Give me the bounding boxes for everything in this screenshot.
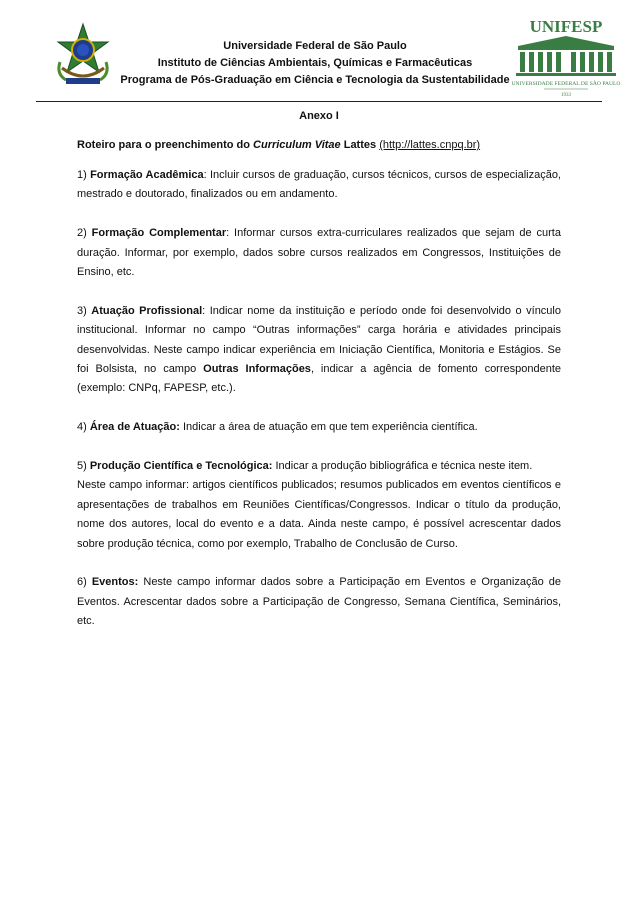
section-4 <box>77 418 561 437</box>
roteiro-prefix: Roteiro para o preenchimento do <box>77 139 250 151</box>
logo-name: UNIFESP <box>529 17 603 36</box>
section-3 <box>77 302 561 399</box>
roteiro-heading <box>77 139 480 151</box>
section-bold-term: Outras Informações <box>203 363 311 376</box>
document-body <box>77 166 561 651</box>
section-title: Eventos: <box>91 576 139 589</box>
section-title: Atuação Profissional <box>91 304 203 317</box>
section-number: 2) <box>77 227 87 240</box>
section-text: : Incluir cursos de graduação, cursos técnicos, cursos de especialização, mestrado e doutorado, finalizados ou em andamento. <box>77 169 561 201</box>
logo-year: 1933 <box>561 93 571 98</box>
logo-subtitle: UNIVERSIDADE FEDERAL DE SÃO PAULO <box>511 81 621 87</box>
section-title: Produção Científica e Tecnológica: <box>89 460 273 473</box>
roteiro-italic: Curriculum Vitae <box>253 139 341 151</box>
annex-title: Anexo I <box>299 110 339 122</box>
section-5 <box>77 457 561 476</box>
document-header <box>100 38 530 89</box>
section-6 <box>77 573 561 631</box>
section-number: 6) <box>77 576 87 589</box>
section-text: Neste campo informar dados sobre a Participação em Eventos e Organização de Eventos. Acrescentar dados sobre a Participação de Congresso, Semana Científica, Seminários, etc. <box>77 576 561 628</box>
program-name: Programa de Pós-Graduação em Ciência e Tecnologia da Sustentabilidade <box>120 74 510 86</box>
section-text: Indicar a área de atuação em que tem experiência científica. <box>179 421 478 434</box>
section-text: , indicar a agência de fomento correspondente (exemplo: CNPq, FAPESP, etc.). <box>77 363 562 395</box>
section-5-details: Neste campo informar: artigos científicos publicados; resumos publicados em eventos científicos e apresentações de trabalhos em Reuniões Científicas/Congressos. Indicar o título da produção, nome dos autores, local do evento e a data. Ainda neste campo, é possível acrescentar dados sobre produção técnica, como por exemplo, Trabalho de Conclusão de Curso. <box>77 479 561 550</box>
section-number: 1) <box>77 169 87 181</box>
section-2 <box>77 224 561 282</box>
section-1 <box>77 166 561 205</box>
lattes-link[interactable]: (http://lattes.cnpq.br) <box>379 139 481 151</box>
section-number: 5) <box>77 460 87 473</box>
section-title: Formação Acadêmica <box>90 169 204 181</box>
university-name: Universidade Federal de São Paulo <box>223 40 407 52</box>
section-title: Área de Atuação: <box>89 421 180 434</box>
section-title: Formação Complementar <box>91 227 227 240</box>
roteiro-suffix: Lattes <box>343 139 377 151</box>
section-number: 3) <box>77 304 87 317</box>
header-divider <box>36 101 602 102</box>
unifesp-logo <box>510 16 622 100</box>
section-number: 4) <box>77 421 87 434</box>
section-text: Indicar a produção bibliográfica e técnica neste item. <box>272 460 533 473</box>
section-text: : Informar cursos extra-curriculares realizados que sejam de curta duração. Informar, por exemplo, dados sobre cursos realizados em Congressos, Instituições de Ensino, etc. <box>77 227 561 279</box>
section-text: : Indicar nome da instituição e período onde foi desenvolvido o vínculo institucional. Informar no campo “Outras informações” carga horária e atividades principais desenvolvidas. Neste campo indicar experiência em Iniciação Científica, Monitoria e Estágios. Se foi Bolsista, no campo <box>77 304 561 376</box>
institute-name: Instituto de Ciências Ambientais, Químicas e Farmacêuticas <box>157 57 473 69</box>
